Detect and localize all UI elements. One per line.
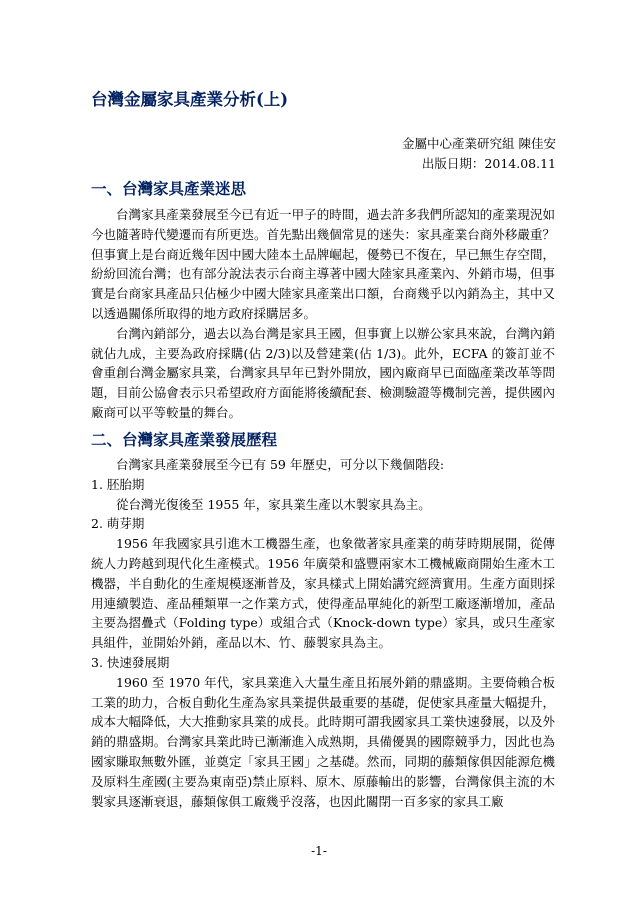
paragraph: 台灣家具產業發展至今已有近一甲子的時間，過去許多我們所認知的產業現況如今也隨著時代變遷而有所更迭。首先點出幾個常見的迷失：家具產業台商外移嚴重？但事實上是台商近幾年因中國大陸本土品牌崛起，優勢已不復在，早已無生存空間，紛紛回流台灣；也有部分說法表示台商主導著中國大陸家具產業內、外銷市場，但事實是台商家具產品只佔極少中國大陸家具產業出口額，台商幾乎以內銷為主，其中又以透過關係所取得的地方政府採購居多。 bbox=[91, 207, 555, 321]
paragraph: 台灣內銷部分，過去以為台灣是家具王國，但事實上以辦公家具來說，台灣內銷就佔九成，主要為政府採購(佔 2/3)以及營建業(佔 1/3)。此外，ECFA 的簽訂並不會重創台灣金屬家具業，台灣家具早年已對外開放，國內廠商早已面臨產業改革等問題，目前公協會表示只希望政府方面能將後續配套、檢測驗證等機制完善，提供國內廠商可以平等較量的舞台。 bbox=[91, 325, 555, 420]
stage-title: 3. 快速發展期 bbox=[91, 654, 170, 670]
byline bbox=[402, 134, 556, 174]
stage-title: 1. 胚胎期 bbox=[91, 476, 145, 492]
paragraph: 台灣家具產業發展至今已有 59 年歷史，可分以下幾個階段: bbox=[116, 457, 445, 472]
document-title: 台灣金屬家具產業分析(上) bbox=[91, 90, 289, 109]
publish-date: 出版日期：2014.08.11 bbox=[421, 156, 556, 171]
page-number: -1- bbox=[311, 844, 327, 858]
stage-text: 從台灣光復後至 1955 年，家具業生產以木製家具為主。 bbox=[116, 496, 431, 512]
section-heading-1: 一、台灣家具產業迷思 bbox=[91, 179, 247, 198]
stage-text: 1960 至 1970 年代，家具業進入大量生產且拓展外銷的鼎盛期。主要倚賴合板工業的助力，合板自動化生產為家具業提供最重要的基礎，促使家具產量大幅提升，成本大幅降低，大大推動家具業的成長。此時期可謂我國家具工業快速發展，以及外銷的鼎盛期。台灣家具業此時已漸漸進入成熟期，具備優異的國際競爭力，因此也為國家賺取無數外匯，並奠定「家具王國」之基礎。然而，同期的藤類傢俱因能源危機及原料生產國(主要為東南亞)禁止原料、原木、原藤輸出的影響，台灣傢俱主流的木製家具逐漸衰退，藤類傢俱工廠幾乎沒落，也因此關閉一百多家的家具工廠 bbox=[91, 674, 555, 809]
stage-text: 1956 年我國家具引進木工機器生產，也象徵著家具產業的萌芽時期展開，從傳統人力跨越到現代化生產模式。1956 年廣榮和盛豐兩家木工機械廠商開始生產木工機器，半自動化的生產規模逐漸普及，家具樣式上開始講究經濟實用。生產方面則採用連續製造、產品種類單一之作業方式，使得產品單純化的新型工廠逐漸增加，產品主要為摺疊式（Folding type）或組合式（Knock-down type）家具，或只生產家具組件，並開始外銷，產品以木、竹、藤製家具為主。 bbox=[91, 536, 555, 651]
section-2-body bbox=[91, 455, 555, 811]
section-1-body bbox=[91, 205, 555, 423]
stage-title: 2. 萌芽期 bbox=[91, 516, 145, 532]
section-heading-2: 二、台灣家具產業發展歷程 bbox=[91, 430, 278, 449]
author-line: 金屬中心產業研究組 陳佳安 bbox=[402, 136, 556, 151]
